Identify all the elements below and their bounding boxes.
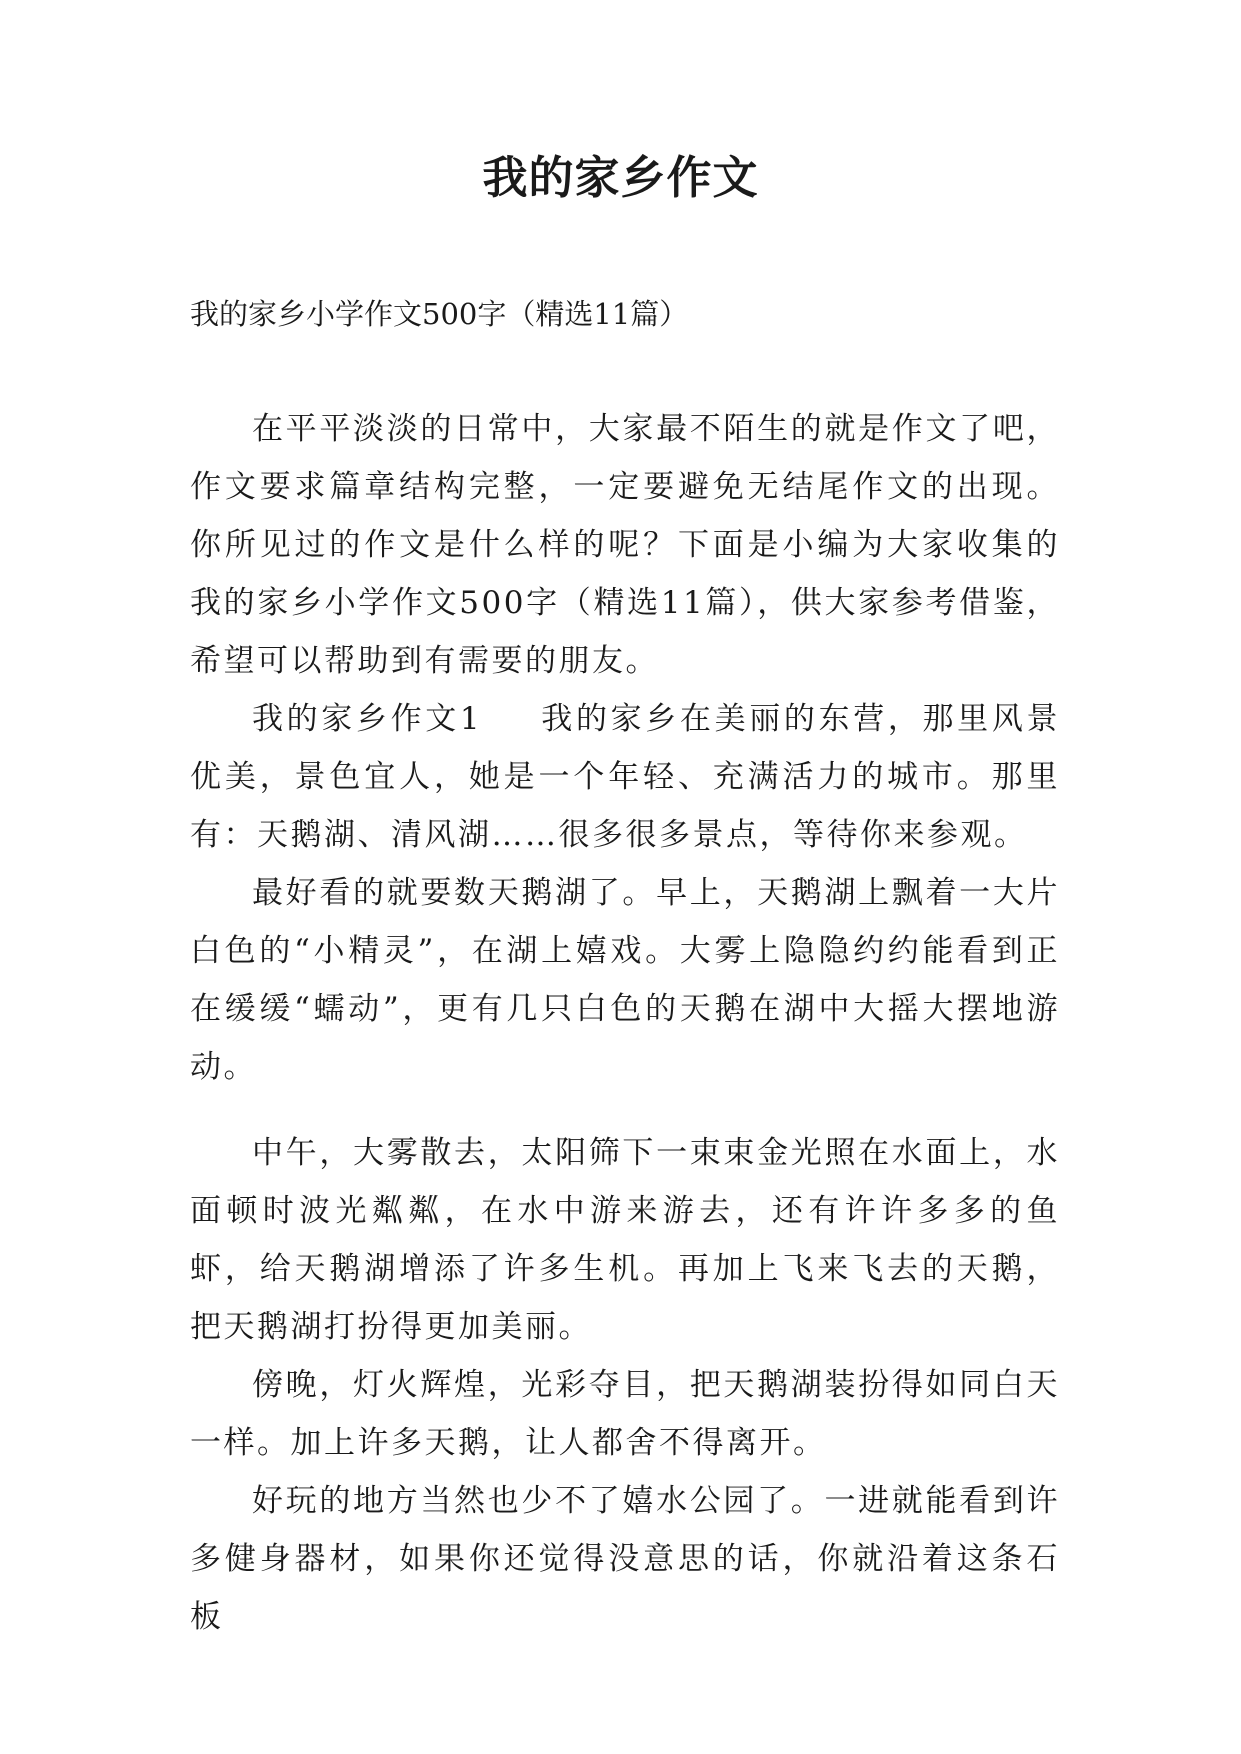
body-paragraph: 好玩的地方当然也少不了嬉水公园了。一进就能看到许多健身器材，如果你还觉得没意思的话，你就沿着这条石板 bbox=[190, 1483, 1060, 1635]
body-paragraph: 中午，大雾散去，太阳筛下一束束金光照在水面上，水面顿时波光粼粼，在水中游来游去，还有许许多多的鱼虾，给天鹅湖增添了许多生机。再加上飞来飞去的天鹅，把天鹅湖打扮得更加美丽。 bbox=[190, 1135, 1060, 1345]
essay-first-text: 我的家乡在美丽的东营，那里风景优美，景色宜人，她是一个年轻、充满活力的城市。那里有：天鹅湖、清风湖……很多很多景点，等待你来参观。 bbox=[190, 701, 1060, 853]
essay-first-paragraph bbox=[190, 690, 1060, 864]
intro-paragraph: 在平平淡淡的日常中，大家最不陌生的就是作文了吧，作文要求篇章结构完整，一定要避免无结尾作文的出现。你所见过的作文是什么样的呢？下面是小编为大家收集的我的家乡小学作文500字（精选11篇），供大家参考借鉴，希望可以帮助到有需要的朋友。 bbox=[190, 411, 1060, 679]
body-paragraph: 傍晚，灯火辉煌，光彩夺目，把天鹅湖装扮得如同白天一样。加上许多天鹅，让人都舍不得离开。 bbox=[190, 1367, 1060, 1461]
essay-heading: 我的家乡作文1 bbox=[252, 701, 483, 737]
document-body bbox=[190, 400, 1060, 1646]
document-title: 我的家乡作文 bbox=[482, 151, 759, 204]
document-subtitle: 我的家乡小学作文500字（精选11篇） bbox=[190, 297, 689, 331]
body-paragraph: 最好看的就要数天鹅湖了。早上，天鹅湖上飘着一大片白色的“小精灵”，在湖上嬉戏。大雾上隐隐约约能看到正在缓缓“蠕动”，更有几只白色的天鹅在湖中大摇大摆地游动。 bbox=[190, 875, 1060, 1085]
